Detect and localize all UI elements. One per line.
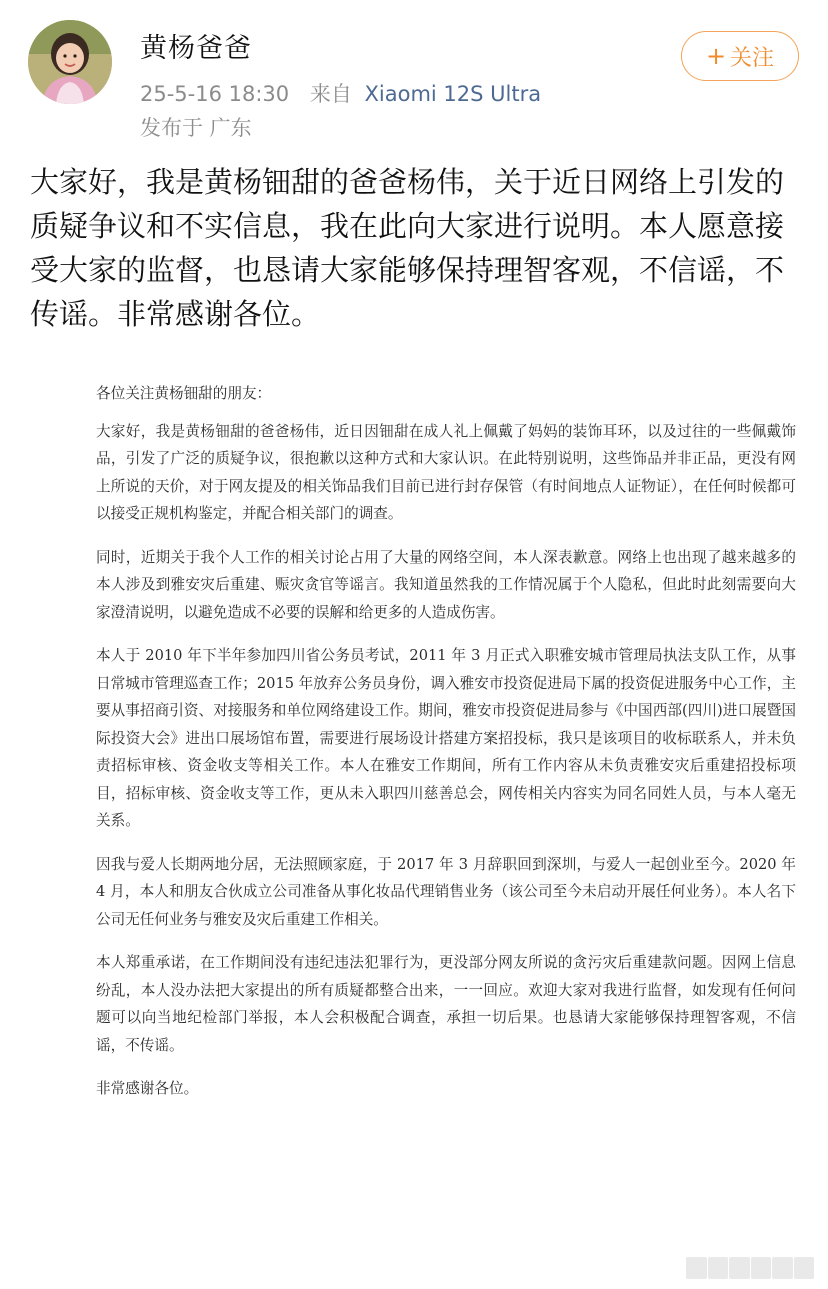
avatar[interactable] — [28, 20, 112, 104]
letter-paragraph: 本人郑重承诺，在工作期间没有违纪违法犯罪行为，更没部分网友所说的贪污灾后重建款问题。因网上信息纷乱，本人没办法把大家提出的所有质疑都整合出来，一一回应。欢迎大家对我进行监督，如发现有任何问题可以向当地纪检部门举报，本人会积极配合调查，承担一切后果。也恳请大家能够保持理智客观，不信谣，不传谣。 — [96, 954, 796, 1054]
post-text: 大家好，我是黄杨钿甜的爸爸杨伟，关于近日网络上引发的质疑争议和不实信息，我在此向大家进行说明。本人愿意接受大家的监督，也恳请大家能够保持理智客观，不信谣，不传谣。非常感谢各位。 — [30, 165, 785, 331]
post-header — [0, 0, 828, 150]
post-timestamp: 25-5-16 18:30 — [140, 82, 290, 106]
child-portrait-avatar-icon — [28, 20, 112, 104]
device-link[interactable]: Xiaomi 12S Ultra — [364, 82, 542, 106]
letter-closing: 非常感谢各位。 — [96, 1080, 199, 1097]
letter-greeting: 各位关注黄杨钿甜的朋友： — [96, 385, 272, 402]
image-long-indicator — [686, 1257, 814, 1279]
source-prefix: 来自 — [309, 82, 352, 106]
letter-paragraph: 大家好，我是黄杨钿甜的爸爸杨伟，近日因钿甜在成人礼上佩戴了妈妈的装饰耳环，以及过往的一些佩戴饰品，引发了广泛的质疑争议，很抱歉以这种方式和大家认识。在此特别说明，这些饰品并非正品，更没有网上所说的天价，对于网友提及的相关饰品我们目前已进行封存保管（有时间地点人证物证），在任何时候都可以接受正规机构鉴定，并配合相关部门的调查。 — [96, 422, 796, 522]
statement-image[interactable] — [0, 365, 828, 1289]
letter-paragraph: 同时，近期关于我个人工作的相关讨论占用了大量的网络空间，本人深表歉意。网络上也出现了越来越多的本人涉及到雅安灾后重建、赈灾贪官等谣言。我知道虽然我的工作情况属于个人隐私，但此时此刻需要向大家澄清说明，以避免造成不必要的误解和给更多的人造成伤害。 — [96, 548, 796, 621]
post-location: 发布于 广东 — [140, 116, 252, 140]
author-name[interactable]: 黄杨爸爸 — [140, 33, 252, 64]
statement-document — [96, 380, 796, 1103]
letter-paragraph: 因我与爱人长期两地分居，无法照顾家庭，于 2017 年 3 月辞职回到深圳，与爱人一起创业至今。2020 年 4 月，本人和朋友合伙成立公司准备从事化妆品代理销售业务（该公司至今未启动开展任何业务）。本人名下公司无任何业务与雅安及灾后重建工作相关。 — [96, 855, 796, 928]
plus-icon: + — [705, 42, 727, 70]
follow-label: 关注 — [730, 45, 775, 71]
follow-button[interactable] — [681, 31, 799, 81]
post-meta — [140, 78, 541, 108]
letter-paragraph: 本人于 2010 年下半年参加四川省公务员考试，2011 年 3 月正式入职雅安城市管理局执法支队工作，从事日常城市管理巡查工作；2015 年放弃公务员身份，调入雅安市投资促进局下属的投资促进服务中心工作，主要从事招商引资、对接服务和单位网络建设工作。期间，雅安市投资促进局参与《中国西部(四川)进口展暨国际投资大会》进出口展场馆布置，需要进行展场设计搭建方案招投标，我只是该项目的收标联系人，并未负责招标审核、资金收支等相关工作。本人在雅安工作期间，所有工作内容从未负责雅安灾后重建招投标项目，招标审核、资金收支等工作，更从未入职四川慈善总会，网传相关内容实为同名同姓人员，与本人毫无关系。 — [96, 647, 796, 829]
